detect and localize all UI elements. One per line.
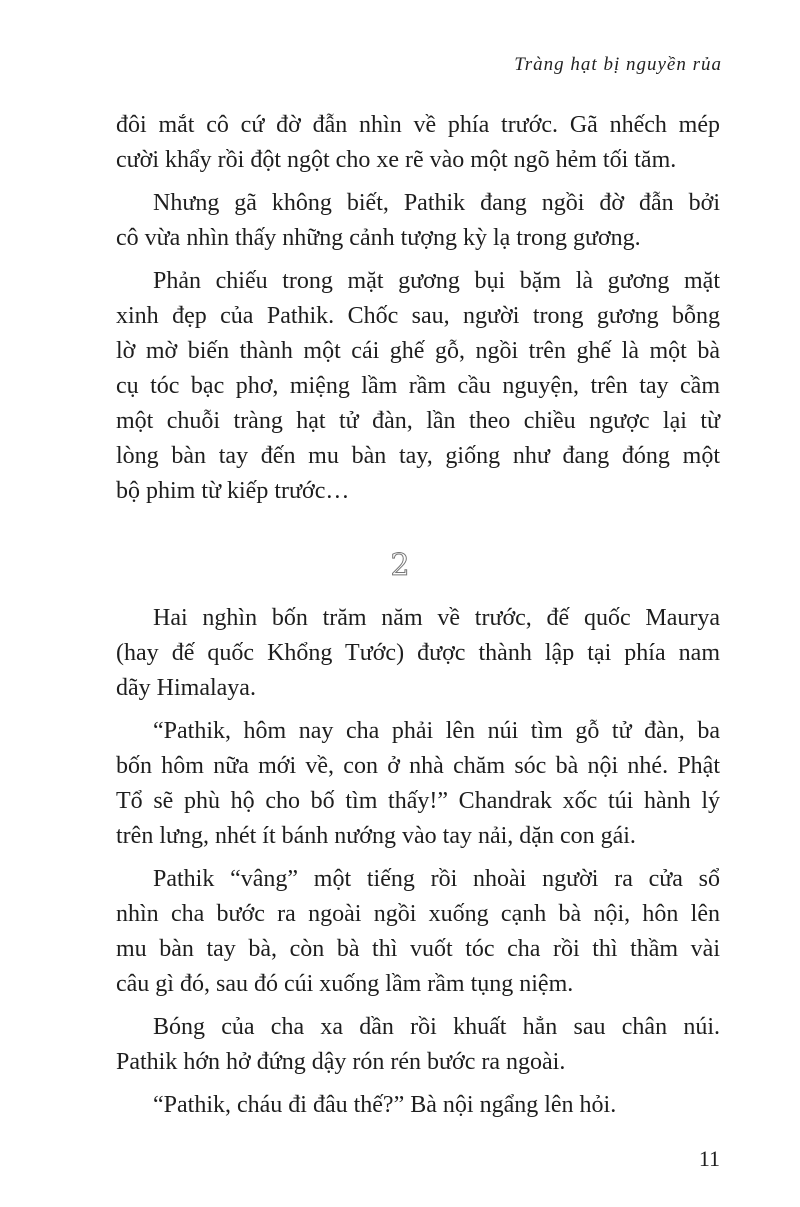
running-header: Tràng hạt bị nguyền rủa [514, 54, 722, 75]
paragraph [116, 862, 720, 1002]
paragraph [116, 1088, 720, 1123]
paragraph [116, 108, 720, 178]
section-1-text [116, 108, 720, 517]
text-line: nhìn cha bước ra ngoài ngồi xuống cạnh bà nội, hôn lên [116, 901, 720, 927]
paragraph [116, 186, 720, 256]
text-line: bốn hôm nữa mới về, con ở nhà chăm sóc bà nội nhé. Phật [116, 753, 720, 779]
text-line: Bóng của cha xa dần rồi khuất hẳn sau chân núi. [153, 1014, 720, 1040]
text-line: cụ tóc bạc phơ, miệng lầm rầm cầu nguyện, trên tay cầm [116, 373, 720, 399]
text-line: Nhưng gã không biết, Pathik đang ngồi đờ đẫn bởi [153, 190, 720, 216]
text-line: “Pathik, cháu đi đâu thế?” Bà nội ngẩng lên hỏi. [153, 1092, 617, 1118]
text-line: Hai nghìn bốn trăm năm về trước, đế quốc Maurya [153, 605, 720, 631]
text-line: lờ mờ biến thành một cái ghế gỗ, ngồi trên ghế là một bà [116, 338, 720, 364]
text-line: “Pathik, hôm nay cha phải lên núi tìm gỗ tử đàn, ba [153, 718, 720, 744]
text-line: bộ phim từ kiếp trước… [116, 478, 350, 504]
text-line: trên lưng, nhét ít bánh nướng vào tay nải, dặn con gái. [116, 823, 636, 849]
text-line: mu bàn tay bà, còn bà thì vuốt tóc cha rồi thì thầm vài [116, 936, 720, 962]
paragraph [116, 714, 720, 854]
paragraph [116, 264, 720, 509]
paragraph [116, 601, 720, 706]
text-line: lòng bàn tay đến mu bàn tay, giống như đang đóng một [116, 443, 720, 469]
text-line: một chuỗi tràng hạt tử đàn, lần theo chiều ngược lại từ [116, 408, 720, 434]
text-line: câu gì đó, sau đó cúi xuống lầm rầm tụng niệm. [116, 971, 574, 997]
chapter-number: 2 [390, 548, 410, 583]
text-line: Tổ sẽ phù hộ cho bố tìm thấy!” Chandrak xốc túi hành lý [116, 788, 720, 814]
text-line: Phản chiếu trong mặt gương bụi bặm là gương mặt [153, 268, 720, 294]
text-line: (hay đế quốc Khổng Tước) được thành lập tại phía nam [116, 640, 720, 666]
text-line: Pathik “vâng” một tiếng rồi nhoài người ra cửa sổ [153, 866, 720, 892]
text-line: dãy Himalaya. [116, 675, 256, 701]
text-line: đôi mắt cô cứ đờ đẫn nhìn về phía trước. Gã nhếch mép [116, 112, 720, 138]
section-2-text [116, 601, 720, 1131]
paragraph [116, 1010, 720, 1080]
text-line: xinh đẹp của Pathik. Chốc sau, người trong gương bỗng [116, 303, 720, 329]
text-line: cô vừa nhìn thấy những cảnh tượng kỳ lạ trong gương. [116, 225, 641, 251]
text-line: Pathik hớn hở đứng dậy rón rén bước ra ngoài. [116, 1049, 566, 1075]
page-number: 11 [698, 1146, 720, 1171]
text-line: cười khẩy rồi đột ngột cho xe rẽ vào một ngõ hẻm tối tăm. [116, 147, 677, 173]
